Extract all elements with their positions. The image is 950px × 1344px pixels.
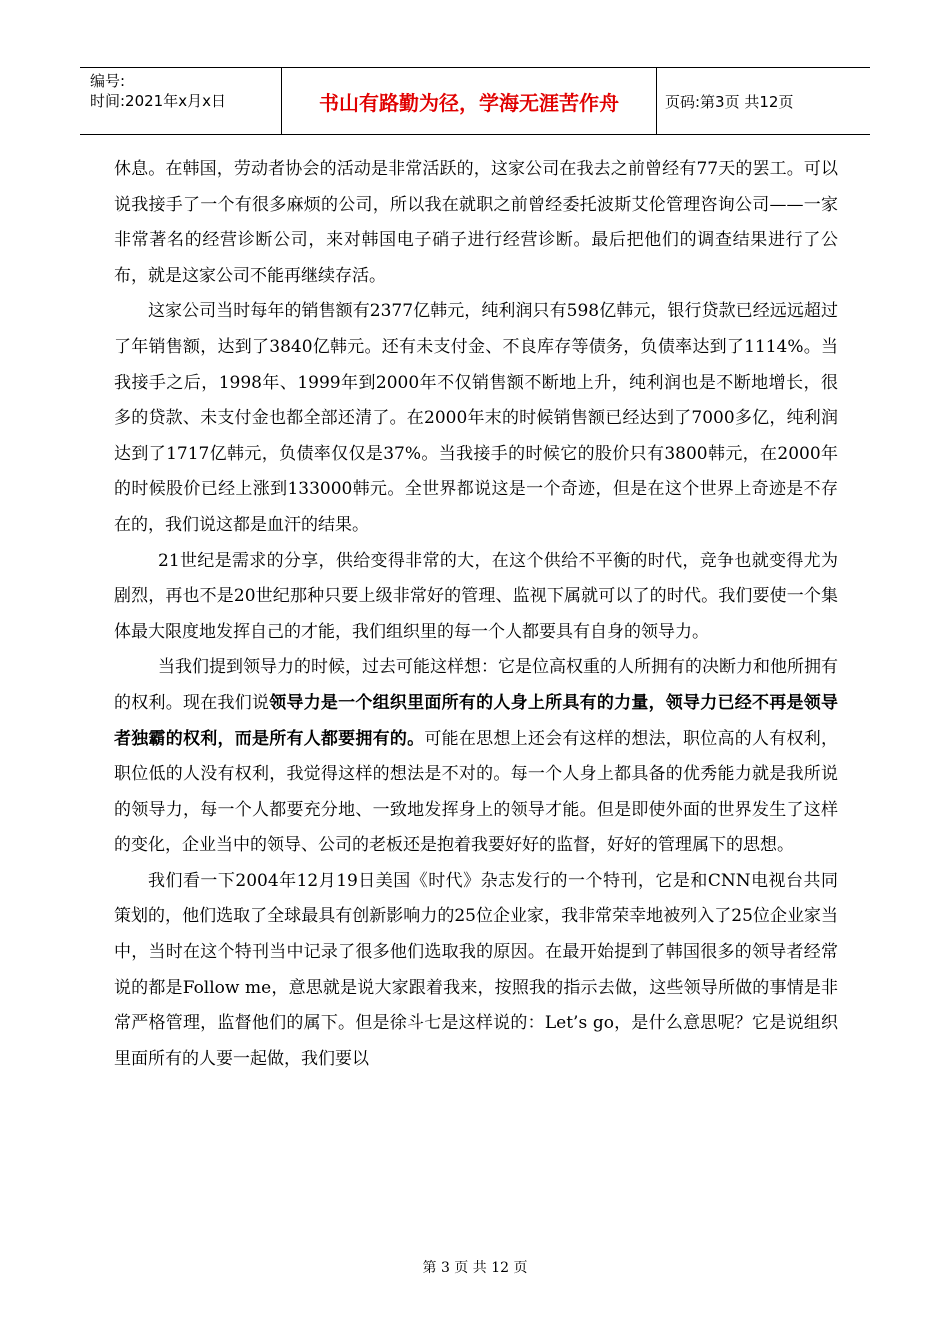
document-body xyxy=(114,152,838,1077)
paragraph-text: 当我们提到领导力的时候，过去可能这样想：它是位高权重的人所拥有的决断力和他所拥有的权利。现在我们说 xyxy=(114,657,838,713)
document-number: 编号: xyxy=(90,72,126,90)
paragraph: 21世纪是需求的分享，供给变得非常的大，在这个供给不平衡的时代，竞争也就变得尤为剧烈，再也不是20世纪那种只要上级非常好的管理、监视下属就可以了的时代。我们要使一个集体最大限度地发挥自己的才能，我们组织里的每一个人都要具有自身的领导力。 xyxy=(114,550,838,642)
paragraph-text: 可能在思想上还会有这样的想法，职位高的人有权利，职位低的人没有权利，我觉得这样的想法是不对的。每一个人身上都具备的优秀能力就是我所说的领导力，每一个人都要充分地、一致地发挥身上的领导才能。但是即使外面的世界发生了这样的变化，企业当中的领导、公司的老板还是抱着我要好好的监督，好好的管理属下的思想。 xyxy=(114,728,838,856)
emphasized-text: 领导力是一个组织里面所有的人身上所具有的力量，领导力已经不再是领导者独霸的权利，而是所有人都要拥有的。 xyxy=(114,692,839,749)
header-motto: 书山有路勤为径，学海无涯苦作舟 xyxy=(282,68,657,134)
paragraph: 我们看一下2004年12月19日美国《时代》杂志发行的一个特刊，它是和CNN电视台共同策划的，他们选取了全球最具有创新影响力的25位企业家，我非常荣幸地被列入了25位企业家当中，当时在这个特刊当中记录了很多他们选取我的原因。在最开始提到了韩国很多的领导者经常说的都是Follow me，意思就是说大家跟着我来，按照我的指示去做，这些领导所做的事情是非常严格管理，监督他们的属下。但是徐斗七是这样说的：Let’s go，是什么意思呢？它是说组织里面所有的人要一起做，我们要以 xyxy=(114,870,838,1069)
paragraph xyxy=(114,650,838,864)
paragraph: 休息。在韩国，劳动者协会的活动是非常活跃的，这家公司在我去之前曾经有77天的罢工。可以说我接手了一个有很多麻烦的公司，所以我在就职之前曾经委托波斯艾伦管理咨询公司——一家非常著名的经营诊断公司，来对韩国电子硝子进行经营诊断。最后把他们的调查结果进行了公布，就是这家公司不能再继续存活。 xyxy=(114,159,838,286)
header-meta xyxy=(80,68,282,134)
header-page-number: 页码:第3页 共12页 xyxy=(665,92,794,111)
page-footer: 第 3 页 共 12 页 xyxy=(422,1260,528,1276)
page-header xyxy=(80,67,870,135)
paragraph: 这家公司当时每年的销售额有2377亿韩元，纯利润只有598亿韩元，银行贷款已经远远超过了年销售额，达到了3840亿韩元。还有未支付金、不良库存等债务，负债率达到了1114%。当我接手之后，1998年、1999年到2000年不仅销售额不断地上升，纯利润也是不断地增长，很多的贷款、未支付金也都全部还清了。在2000年末的时候销售额已经达到了7000多亿，纯利润达到了1717亿韩元，负债率仅仅是37%。当我接手的时候它的股价只有3800韩元，在2000年的时候股价已经上涨到133000韩元。全世界都说这是一个奇迹，但是在这个世界上奇迹是不存在的，我们说这都是血汗的结果。 xyxy=(114,301,838,535)
document-date: 时间:2021年x月x日 xyxy=(90,92,226,110)
